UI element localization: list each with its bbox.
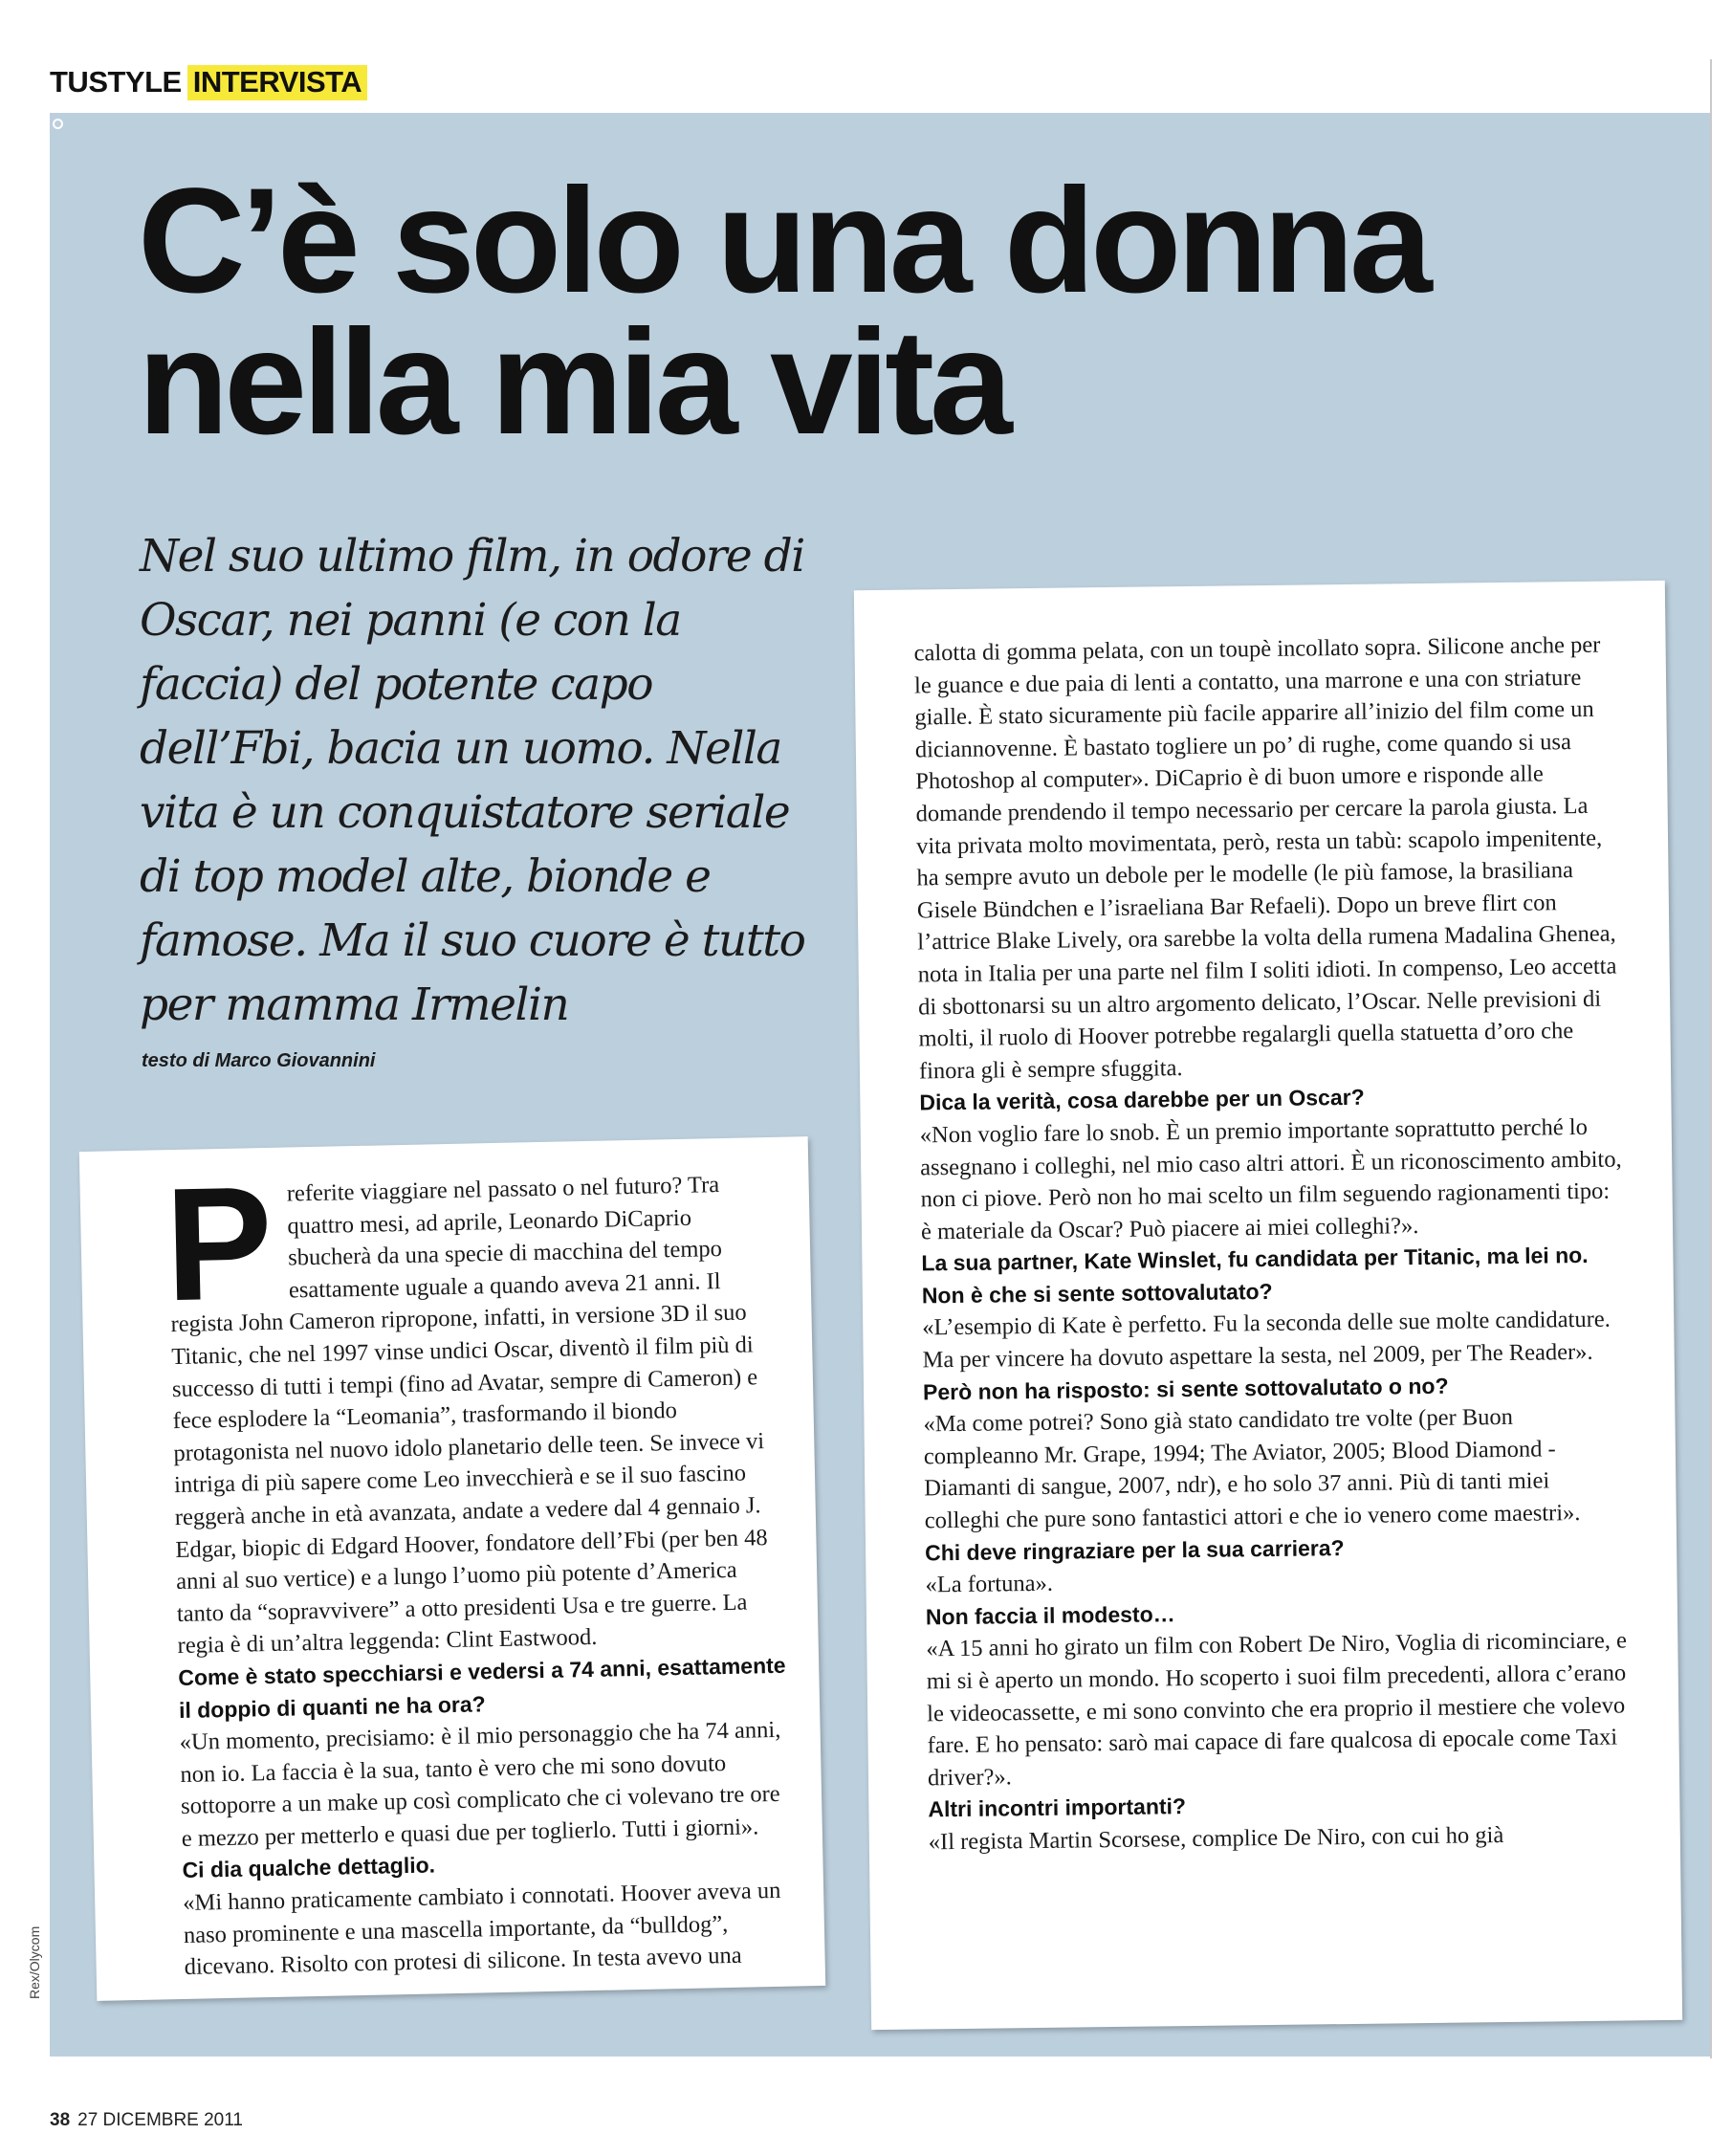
question-8: Altri incontri importanti?	[928, 1793, 1187, 1822]
answer-1: «Un momento, precisiamo: è il mio personaggio che ha 74 anni, non io. La faccia è la sua, tanto è vero che mi sono dovuto sottoporre a un make up così complicato che ci volevano tre ore e mezzo per metterlo e quasi due per toglierlo. Tutti i giorni».	[179, 1716, 781, 1852]
question-7: Non faccia il modesto…	[925, 1601, 1175, 1630]
answer-7: «A 15 anni ho girato un film con Robert De Niro, Voglia di ricominciare, e mi si è aperto un mondo. Ho scoperto i suoi film precedenti, allora c’erano le videocassette, e mi sono convinto che era proprio il mestiere che volevo fare. E ho pensato: sarò mai capace di fare qualcosa di epocale come Taxi driver?».	[926, 1627, 1628, 1792]
page-footer	[50, 2110, 243, 2131]
photo-credit: Rex/Olycom	[27, 1925, 42, 1999]
section-label: INTERVISTA	[187, 65, 367, 100]
intro-paragraph: referite viaggiare nel passato o nel futuro? Tra quattro mesi, ad aprile, Leonardo DiCaprio sbucherà da una specie di macchina del tempo esattamente uguale a quando aveva 21 anni. Il regista John Cameron ripropone, infatti, in versione 3D il suo Titanic, che nel 1997 vinse undici Oscar, diventò il film più di successo di tutti i tempi (fino ad Avatar, sempre di Cameron) e fece esplodere la “Leomania”, trasformando il biondo protagonista nel nuovo idolo planetario delle teen. Se invece vi intriga di più sapere come Leo invecchierà e se il suo fascino reggerà anche in età avanzata, andate a vedere dal 4 gennaio J. Edgar, biopic di Edgard Hoover, fondatore dell’Fbi (per ben 48 anni al suo vertice) e a lungo l’uomo più potente d’America tanto da “sopravvivere” a otto presidenti Usa e tre guerre. La regia è di un’altra leggenda: Clint Eastwood.	[170, 1172, 768, 1660]
question-5: Però non ha risposto: si sente sottovalutato o no?	[922, 1373, 1449, 1405]
title-line-1: C’è solo una donna	[138, 158, 1428, 324]
question-6: Chi deve ringraziare per la sua carriera?	[924, 1534, 1345, 1566]
answer-6: «La fortuna».	[925, 1570, 1054, 1598]
question-1: Come è stato specchiarsi e vedersi a 74 anni, esattamente il doppio di quanti ne ha ora?	[178, 1652, 786, 1723]
answer-4: «L’esempio di Kate è perfetto. Fu la seconda delle sue molte candidature. Ma per vincere ha dovuto aspettare la sesta, nel 2009, per The Reader».	[922, 1307, 1611, 1374]
section-header	[50, 65, 367, 99]
question-2: Ci dia qualche dettaglio.	[182, 1852, 436, 1883]
title-line-2: nella mia vita	[138, 299, 1008, 466]
left-text-column	[79, 1136, 825, 2001]
article-deck: Nel suo ultimo film, in odore di Oscar, nei panni (e con la faccia) del potente capo dell’Fbi, bacia un uomo. Nella vita è un conquistatore seriale di top model alte, bionde e famose. Ma il suo cuore è tutto per mamma Irmelin	[140, 530, 805, 1031]
issue-date: 27 DICEMBRE 2011	[77, 2110, 243, 2130]
brand-label: TUSTYLE	[50, 65, 182, 99]
question-4: La sua partner, Kate Winslet, fu candidata per Titanic, ma lei no. Non è che si sente sottovalutato?	[921, 1243, 1589, 1309]
answer-8: «Il regista Martin Scorsese, complice De Niro, con cui ho già	[928, 1822, 1504, 1856]
question-3: Dica la verità, cosa darebbe per un Oscar?	[919, 1085, 1365, 1115]
answer-5: «Ma come potrei? Sono già stato candidato tre volte (per Buon compleanno Mr. Grape, 1994; The Aviator, 2005; Blood Diamond - Diamanti di sangue, 2007, ndr), e ho solo 37 anni. Più di tanti miei colleghi che pure sono fantastici attori e che io venero come maestri».	[923, 1404, 1581, 1534]
article-title	[138, 158, 1725, 466]
continued-paragraph: calotta di gomma pelata, con un toupè incollato sopra. Silicone anche per le guance e due paia di lenti a contatto, una marrone e una con striature gialle. È stato sicuramente più facile apparire all’inizio del film come un diciannovenne. È bastato togliere un po’ di rughe, come quando si usa Photoshop al computer». DiCaprio è di buon umore e risponde alle domande prendendo il tempo necessario per cercare la parola giusta. La vita privata molto movimentata, però, resta un tabù: scapolo impenitente, ha sempre avuto un debole per le modelle (le più famose, la brasiliana Gisele Bündchen e l’israeliana Bar Refaeli). Dopo un breve flirt con l’attrice Blake Lively, ora sarebbe la volta della rumena Madalina Ghenea, nota in Italia per una parte nel film I soliti idioti. In compenso, Leo accetta di sbottonarsi su un altro argomento delicato, l’Oscar. Nelle previsioni di molti, il ruolo di Hoover potrebbe regalargli quella statuetta d’oro che finora gli è sempre sfuggita.	[913, 631, 1617, 1085]
answer-2: «Mi hanno praticamente cambiato i connotati. Hoover aveva un naso prominente e una mascella importante, da “bulldog”, dicevano. Risolto con protesi di silicone. In testa avevo una	[182, 1877, 781, 1981]
drop-cap: P	[163, 1152, 274, 1335]
page-number: 38	[50, 2110, 71, 2130]
byline: testo di Marco Giovannini	[142, 1050, 376, 1071]
answer-3: «Non voglio fare lo snob. È un premio importante soprattutto perché lo assegnano i colleghi, nel mio caso altri attori. È un riconoscimento ambito, non ci piove. Però non ho mai scelto un film seguendo ragionamenti tipo: è materiale da Oscar? Può piacere ai miei colleghi?».	[919, 1113, 1622, 1245]
corner-dot	[53, 119, 63, 129]
right-text-column	[854, 581, 1682, 2030]
